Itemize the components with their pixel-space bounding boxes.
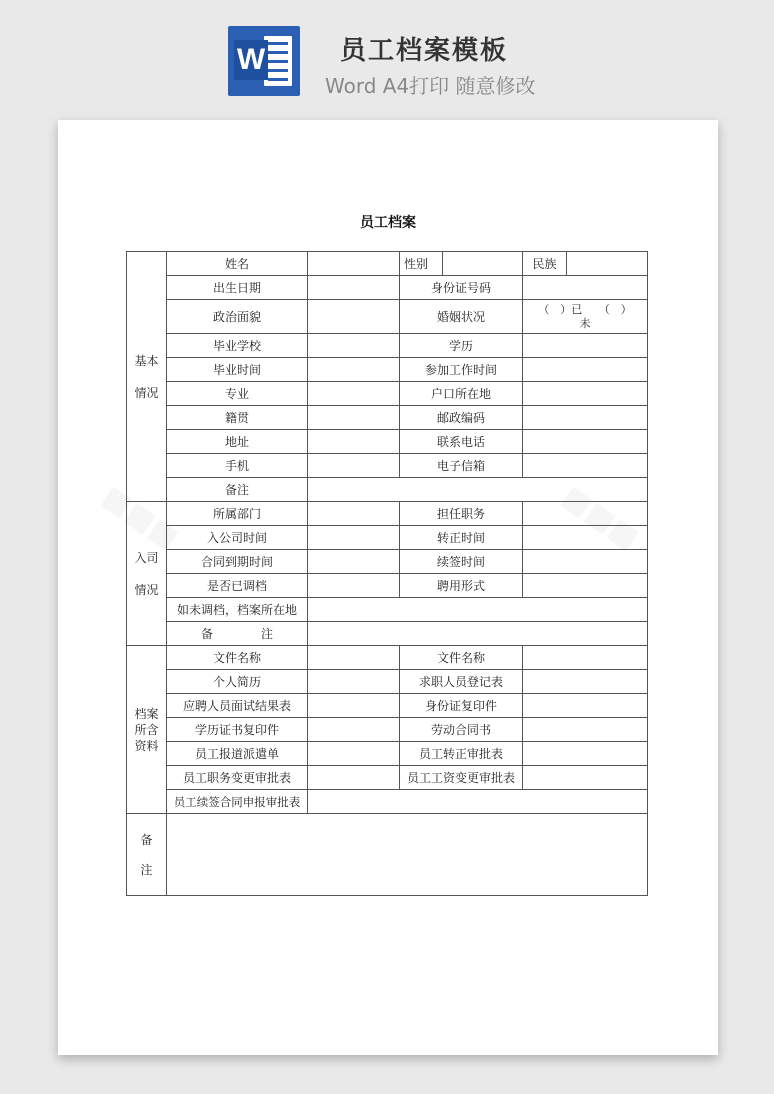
value-applicant-form[interactable] — [523, 670, 648, 694]
value-address[interactable] — [308, 430, 400, 454]
table-row — [127, 694, 648, 718]
label-id-copy: 身份证复印件 — [400, 694, 523, 718]
section-basic-label: 基本 情况 — [127, 252, 167, 502]
label-ethnicity: 民族 — [523, 252, 567, 276]
table-row — [127, 646, 648, 670]
value-work-start[interactable] — [523, 358, 648, 382]
label-hukou: 户口所在地 — [400, 382, 523, 406]
value-doc-name-1[interactable] — [308, 646, 400, 670]
word-app-icon — [228, 26, 300, 96]
table-row — [127, 766, 648, 790]
section-remarks-label: 备 注 — [127, 814, 167, 896]
word-letter-icon: W — [234, 40, 268, 80]
label-renewal-approval: 员工续签合同申报审批表 — [167, 790, 308, 814]
label-doc-name-2: 文件名称 — [400, 646, 523, 670]
table-row — [127, 454, 648, 478]
label-dispatch: 员工报道派遣单 — [167, 742, 308, 766]
value-school[interactable] — [308, 334, 400, 358]
label-position: 担任职务 — [400, 502, 523, 526]
value-doc-name-2[interactable] — [523, 646, 648, 670]
label-employ-form: 聘用形式 — [400, 574, 523, 598]
document-lines-icon — [264, 36, 292, 86]
value-political[interactable] — [308, 300, 400, 334]
label-interview-result: 应聘人员面试结果表 — [167, 694, 308, 718]
label-address: 地址 — [167, 430, 308, 454]
table-row — [127, 574, 648, 598]
table-row — [127, 252, 648, 276]
value-hukou[interactable] — [523, 382, 648, 406]
table-row — [127, 406, 648, 430]
value-email[interactable] — [523, 454, 648, 478]
label-diploma-copy: 学历证书复印件 — [167, 718, 308, 742]
label-job-change: 员工职务变更审批表 — [167, 766, 308, 790]
label-renew-time: 续签时间 — [400, 550, 523, 574]
value-position[interactable] — [523, 502, 648, 526]
value-renewal-approval[interactable] — [308, 790, 648, 814]
label-gender: 性别 — [400, 252, 443, 276]
value-basic-note[interactable] — [308, 478, 648, 502]
value-regular-time[interactable] — [523, 526, 648, 550]
template-title: 员工档案模板 — [340, 36, 509, 66]
document-title: 员工档案 — [360, 215, 416, 231]
label-file-location: 如未调档，档案所在地 — [167, 598, 308, 622]
value-diploma-copy[interactable] — [308, 718, 400, 742]
value-employ-form[interactable] — [523, 574, 648, 598]
value-file-transferred[interactable] — [308, 574, 400, 598]
label-doc-name-1: 文件名称 — [167, 646, 308, 670]
value-remarks[interactable] — [167, 814, 648, 896]
employee-file-table — [126, 251, 648, 896]
value-entry-note[interactable] — [308, 622, 648, 646]
value-file-location[interactable] — [308, 598, 648, 622]
value-phone[interactable] — [523, 430, 648, 454]
label-major: 专业 — [167, 382, 308, 406]
table-row — [127, 334, 648, 358]
label-political: 政治面貌 — [167, 300, 308, 334]
label-regular-approval: 员工转正审批表 — [400, 742, 523, 766]
value-ethnicity[interactable] — [567, 252, 648, 276]
label-labor-contract: 劳动合同书 — [400, 718, 523, 742]
label-mobile: 手机 — [167, 454, 308, 478]
table-row — [127, 358, 648, 382]
value-join-time[interactable] — [308, 526, 400, 550]
label-resume: 个人简历 — [167, 670, 308, 694]
value-education[interactable] — [523, 334, 648, 358]
table-row — [127, 382, 648, 406]
marital-options[interactable]: （ ）已 （ ） 未 — [523, 300, 648, 334]
value-id-copy[interactable] — [523, 694, 648, 718]
label-file-transferred: 是否已调档 — [167, 574, 308, 598]
document-page — [58, 120, 718, 1055]
value-job-change[interactable] — [308, 766, 400, 790]
value-id-number[interactable] — [523, 276, 648, 300]
value-dispatch[interactable] — [308, 742, 400, 766]
label-native: 籍贯 — [167, 406, 308, 430]
value-birth-date[interactable] — [308, 276, 400, 300]
value-postcode[interactable] — [523, 406, 648, 430]
value-renew-time[interactable] — [523, 550, 648, 574]
label-email: 电子信箱 — [400, 454, 523, 478]
section-files-label: 档案 所含 资料 — [127, 646, 167, 814]
table-row — [127, 718, 648, 742]
template-subtitle: Word A4打印 随意修改 — [325, 74, 536, 98]
value-department[interactable] — [308, 502, 400, 526]
table-row — [127, 598, 648, 622]
label-education: 学历 — [400, 334, 523, 358]
value-native[interactable] — [308, 406, 400, 430]
table-row — [127, 502, 648, 526]
table-row — [127, 790, 648, 814]
value-name[interactable] — [308, 252, 400, 276]
value-gender[interactable] — [443, 252, 523, 276]
label-postcode: 邮政编码 — [400, 406, 523, 430]
table-row — [127, 276, 648, 300]
table-row — [127, 622, 648, 646]
label-basic-note: 备注 — [167, 478, 308, 502]
value-labor-contract[interactable] — [523, 718, 648, 742]
label-grad-time: 毕业时间 — [167, 358, 308, 382]
value-salary-change[interactable] — [523, 766, 648, 790]
value-contract-expire[interactable] — [308, 550, 400, 574]
value-grad-time[interactable] — [308, 358, 400, 382]
label-birth-date: 出生日期 — [167, 276, 308, 300]
label-regular-time: 转正时间 — [400, 526, 523, 550]
label-id-number: 身份证号码 — [400, 276, 523, 300]
value-major[interactable] — [308, 382, 400, 406]
value-interview-result[interactable] — [308, 694, 400, 718]
label-phone: 联系电话 — [400, 430, 523, 454]
table-row — [127, 550, 648, 574]
label-contract-expire: 合同到期时间 — [167, 550, 308, 574]
value-mobile[interactable] — [308, 454, 400, 478]
label-join-time: 入公司时间 — [167, 526, 308, 550]
label-applicant-form: 求职人员登记表 — [400, 670, 523, 694]
table-row — [127, 814, 648, 896]
label-work-start: 参加工作时间 — [400, 358, 523, 382]
table-row — [127, 670, 648, 694]
table-row — [127, 742, 648, 766]
label-entry-note: 备 注 — [167, 622, 308, 646]
label-salary-change: 员工工资变更审批表 — [400, 766, 523, 790]
label-name: 姓名 — [167, 252, 308, 276]
label-marital: 婚姻状况 — [400, 300, 523, 334]
table-row — [127, 300, 648, 334]
label-school: 毕业学校 — [167, 334, 308, 358]
header — [0, 0, 774, 112]
value-resume[interactable] — [308, 670, 400, 694]
label-department: 所属部门 — [167, 502, 308, 526]
section-entry-label: 入司 情况 — [127, 502, 167, 646]
table-row — [127, 478, 648, 502]
value-regular-approval[interactable] — [523, 742, 648, 766]
table-row — [127, 430, 648, 454]
table-row — [127, 526, 648, 550]
